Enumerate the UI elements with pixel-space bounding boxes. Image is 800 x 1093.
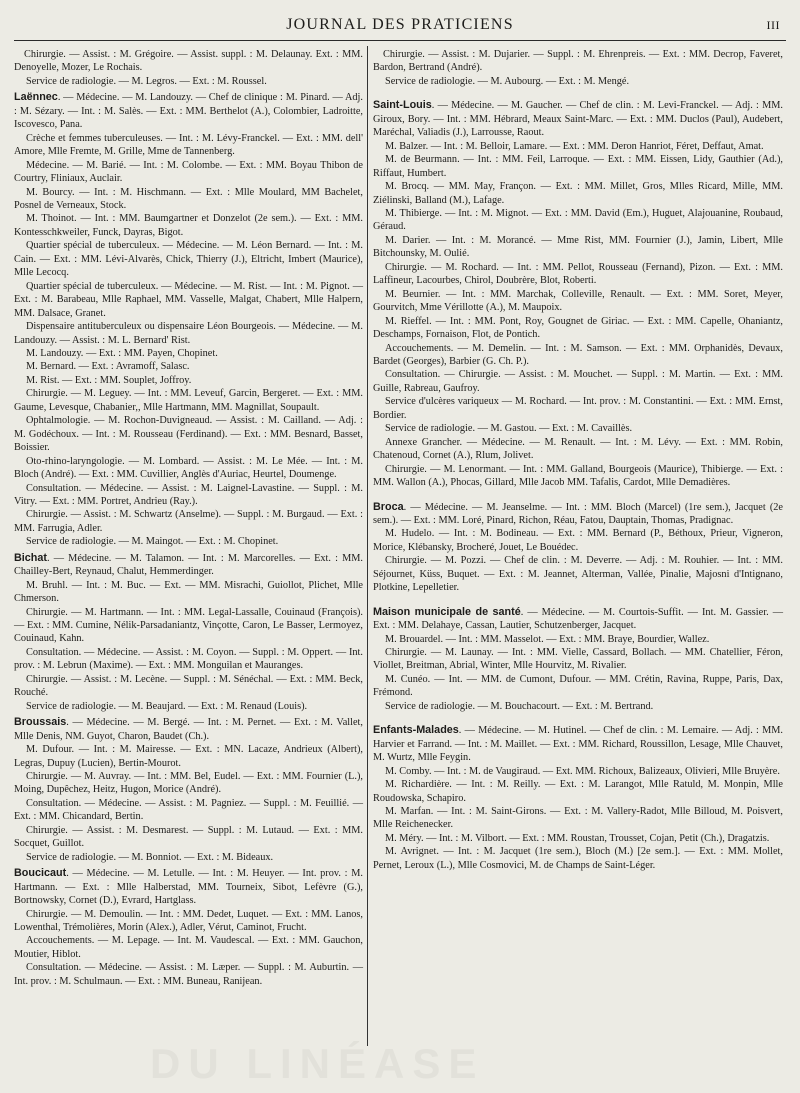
service-entry <box>14 414 363 454</box>
entry-text: Chirurgie. — Assist. : M. Desmarest. — Suppl. : M. Lutaud. — Ext. : MM. Socquet, Guillot. <box>14 824 363 850</box>
service-entry <box>373 633 783 646</box>
entry-text: M. Bruhl. — Int. : M. Buc. — Ext. — MM. Misrachi, Guiollot, Plichet, Mlle Chmerson. <box>14 579 363 605</box>
service-entry <box>373 315 783 342</box>
service-entry <box>373 700 783 713</box>
entry-text: Service de radiologie. — M. Maingot. — Ext. : M. Chopinet. <box>26 536 279 548</box>
entry-text: Chirurgie. — M. Rochard. — Int. : MM. Pellot, Rousseau (Fernand), Pizon. — Ext. : MM. Laffineur, Lacourbes, Chirol, Doubrère, Blot, Roberti. <box>373 261 783 287</box>
service-entry <box>14 535 363 548</box>
service-entry <box>14 482 363 509</box>
entry-text: Consultation. — Médecine. — Assist. : M. Laignel-Lavastine. — Suppl. : M. Vitry. — Ext. : MM. Portret, Andrieu (Ray.). <box>14 482 363 507</box>
service-entry <box>14 646 363 673</box>
hospital-entry <box>373 606 783 633</box>
entry-text: M. Darier. — Int. : M. Morancé. — Mme Rist, MM. Fournier (J.), Jamin, Libert, Mlle Bitchounsky, M. Oulié. <box>373 234 783 260</box>
entry-text: . — Médecine. — M. Talamon. — Int. : M. Marcorelles. — Ext. : MM. Chailley-Bert, Reynaud, Chalut, Hemmerdinger. <box>14 552 363 578</box>
service-entry <box>373 342 783 369</box>
service-entry <box>373 832 783 845</box>
hospital-name: Boucicaut <box>14 867 67 880</box>
page-header <box>0 10 800 36</box>
entry-text: Chirurgie. — Assist. : M. Grégoire. — Assist. suppl. : M. Delaunay. Ext. : MM. Denoyelle, Mozer, Le Rochais. <box>14 49 363 74</box>
entry-text: M. Rieffel. — Int. : MM. Pont, Roy, Gougnet de Giriac. — Ext. : MM. Capelle, Ohaniantz, Deschamps, Fornaison, Flot, de Pontich. <box>373 315 783 341</box>
entry-text: . — Médecine. — M. Jeanselme. — Int. : MM. Bloch (Marcel) (1re sem.), Jacquet (2e sem.). — Ext. : MM. Loré, Pinard, Richon, Réau, Fatou, Dauptain, Thomas, Pradignac. <box>373 501 783 526</box>
entry-text: Chirurgie. — M. Lenormant. — Int. : MM. Galland, Bourgeois (Maurice), Thibierge. — Ext. : MM. Wallon (A.), Phocas, Gillard, Mlle Jacob MM. Tafalis, Cardot, Mlle Demadières. <box>373 463 783 489</box>
journal-title: JOURNAL DES PRATICIENS <box>286 16 514 33</box>
entry-text: Quartier spécial de tuberculeux. — Médecine. — M. Rist. — Int. : M. Pignot. — Ext. : M. Barabeau, Mlle Raphael, MM. Vasselle, Malgat, Chabert, Mlle Halpern, MM. Dalsace, Granet. <box>14 280 363 319</box>
right-column <box>373 48 783 872</box>
service-entry <box>373 778 783 805</box>
service-entry <box>14 360 363 373</box>
service-entry <box>14 770 363 797</box>
hospital-entry <box>14 552 363 579</box>
service-entry <box>373 805 783 832</box>
entry-text: Chirurgie. — M. Pozzi. — Chef de clin. : M. Deverre. — Adj. : M. Rouhier. — Int. : MM. Séjournet, Küss, Buquet. — Ext. : M. Jeannet, Alterman, Vallée, Pinalie, Majosni d'Intignano, Plotkine, Lepelletier. <box>373 555 783 594</box>
service-entry <box>14 673 363 700</box>
service-entry <box>14 961 363 988</box>
service-entry <box>14 743 363 770</box>
entry-text: Service d'ulcères variqueux — M. Rochard. — Int. prov. : M. Constantini. — Ext. : MM. Ernst, Bordier. <box>373 396 783 421</box>
entry-text: M. Balzer. — Int. : M. Belloir, Lamare. — Ext. : MM. Deron Hanriot, Féret, Deffaut, Amat. <box>385 140 764 152</box>
hospital-name: Enfants-Malades <box>373 724 459 737</box>
entry-text: M. Bernard. — Ext. : Avramoff, Salasc. <box>26 361 190 373</box>
entry-text: . — Médecine. — M. Hutinel. — Chef de clin. : M. Lemaire. — Adj. : MM. Harvier et Farrand. — Int. : M. Maillet. — Ext. : MM. Richard, Roussillon, Lesage, Mlle Chauvet, M. Wurtz, Mlle Feygin. <box>373 725 783 764</box>
service-entry <box>373 180 783 207</box>
entry-text: Service de radiologie. — M. Bouchacourt. — Ext. : M. Bertrand. <box>385 700 654 712</box>
entry-text: Service de radiologie. — M. Bonniot. — Ext. : M. Bideaux. <box>26 851 274 863</box>
service-entry <box>373 646 783 673</box>
entry-text: M. Brocq. — MM. May, Françon. — Ext. : MM. Millet, Gros, Mlles Ricard, Mille, MM. Ziélinski, Balland (M.), Lafage. <box>373 181 783 206</box>
entry-text: M. Marfan. — Int. : M. Saint-Girons. — Ext. : M. Vallery-Radot, Mlle Billoud, M. Poisvert, Mlle Reichenecker. <box>373 806 783 831</box>
entry-text: Chirurgie. — M. Hartmann. — Int. : MM. Legal-Lassalle, Couinaud (François). — Ext. : MM. Cumine, Nélik-Parsadaniantz, Vinçotte, Caron, Le Basser, Lermoyez, Couinaud, Kahn. <box>14 606 363 645</box>
service-entry <box>373 765 783 778</box>
service-entry <box>14 824 363 851</box>
service-entry <box>373 207 783 234</box>
hospital-name: Broca <box>373 500 404 513</box>
entry-text: Quartier spécial de tuberculeux. — Médecine. — M. Léon Bernard. — Int. : M. Cain. — Ext. : MM. Lévi-Alvarès, Chick, Thierry (J.), Eltricht, Imbert (Maurice), Mlle Lecocq. <box>14 240 363 279</box>
entry-text: Service de radiologie. — M. Legros. — Ext. : M. Roussel. <box>26 75 267 87</box>
entry-text: M. Comby. — Int. : M. de Vaugiraud. — Ext. MM. Richoux, Balizeaux, Olivieri, Mlle Bruyère. <box>385 765 780 777</box>
entry-text: Chirurgie. — M. Leguey. — Int. : MM. Leveuf, Garcin, Bergeret. — Ext. : MM. Gaume, Levesque, Chabanier,, Mlle Hartmann, MM. Magnillat, Soupault. <box>14 388 363 413</box>
entry-text: Chirurgie. — Assist. : M. Lecène. — Suppl. : M. Sénéchal. — Ext. : MM. Beck, Rouché. <box>14 673 363 699</box>
entry-text: M. de Beurmann. — Int. : MM. Feil, Larroque. — Ext. : MM. Eissen, Lidy, Gauthier (Ad.), Riffaut, Humbert. <box>373 154 783 179</box>
entry-text: Médecine. — M. Barié. — Int. : M. Colombe. — Ext. : MM. Boyau Thibon de Courtry, Fliniaux, Auclair. <box>14 159 363 185</box>
hospital-name: Bichat <box>14 551 47 564</box>
service-entry <box>14 280 363 320</box>
entry-text: M. Bourcy. — Int. : M. Hischmann. — Ext. : Mlle Moulard, MM Bachelet, Posnel de Verneaux, Stock. <box>14 186 363 211</box>
service-entry <box>14 347 363 360</box>
watermark-text: DU LINÉASE <box>150 1040 485 1087</box>
hospital-name: Maison municipale de santé <box>373 605 521 618</box>
service-entry <box>373 288 783 315</box>
entry-text: . — Médecine. — M. Landouzy. — Chef de clinique : M. Pinard. — Adj. : M. Sézary. — Int. : M. Salès. — Ext. : MM. Berthelot (A.), Colombier, Ladroitte, Iscovesco, Pana. <box>14 92 363 131</box>
service-entry <box>373 422 783 435</box>
entry-text: M. Hudelo. — Int. : M. Bodineau. — Ext. : MM. Bernard (P., Béthoux, Prieur, Vigneron, Morice, Klébansky, Brocheré, Jouet, Le Bouédec. <box>373 528 783 553</box>
header-rule <box>14 40 786 41</box>
service-entry <box>14 374 363 387</box>
entry-text: Consultation. — Médecine. — Assist. : M. Læper. — Suppl. : M. Auburtin. — Int. prov. : M. Schulmaun. — Ext. : MM. Buneau, Ranijean. <box>14 962 363 987</box>
entry-text: Chirurgie. — Assist. : M. Schwartz (Anselme). — Suppl. : M. Burgaud. — Ext. : MM. Farrugia, Adler. <box>14 509 363 534</box>
entry-text: M. Rist. — Ext. : MM. Souplet, Joffroy. <box>26 374 192 386</box>
entry-text: M. Avrignet. — Int. : M. Jacquet (1re sem.), Bloch (M.) [2e sem.]. — Ext. : MM. Mollet, Pernet, Leroux (L.), Mlle Cosmovici, M. de Champs de Saint-Léger. <box>373 846 783 871</box>
service-entry <box>14 239 363 279</box>
hospital-name: Saint-Louis <box>373 99 432 112</box>
entry-text: Chirurgie. — M. Launay. — Int. : MM. Vielle, Cassard, Bollach. — MM. Chatellier, Féron, Viollet, Breitman, Abrial, Winter, Mlle Hourvitz, M. Rivalier. <box>373 647 783 672</box>
service-entry <box>373 48 783 75</box>
entry-text: Chirurgie. — Assist. : M. Dujarier. — Suppl. : M. Ehrenpreis. — Ext. : MM. Decrop, Faveret, Bardon, Bertrand (André). <box>373 49 783 74</box>
entry-text: . — Médecine. — M. Courtois-Suffit. — Int. M. Gassier. — Ext. : MM. Delahaye, Cassan, Lautier, Schutzenberger, Jacquet. <box>373 606 783 632</box>
service-entry <box>14 579 363 606</box>
service-entry <box>373 527 783 554</box>
entry-text: M. Landouzy. — Ext. : MM. Payen, Chopinet. <box>26 347 218 359</box>
service-entry <box>14 851 363 864</box>
service-entry <box>14 387 363 414</box>
service-entry <box>373 554 783 594</box>
entry-text: Consultation. — Médecine. — Assist. : M. Coyon. — Suppl. : M. Oppert. — Int. prov. : M. Lebrun (Maxime). — Ext. : MM. Monguilan et Mauranges. <box>14 646 363 672</box>
service-entry <box>373 673 783 700</box>
service-entry <box>14 700 363 713</box>
entry-text: M. Dufour. — Int. : M. Mairesse. — Ext. : MN. Lacaze, Andrieux (Albert), Legras, Dupuy (Lucien), Bertin-Mourot. <box>14 744 363 769</box>
entry-text: Ophtalmologie. — M. Rochon-Duvigneaud. — Assist. : M. Cailland. — Adj. : M. Godéchoux. — Int. : M. Rousseau (Ferdinand). — Ext. : MM. Besnard, Basset, Boissier. <box>14 415 363 454</box>
service-entry <box>373 140 783 153</box>
service-entry <box>14 606 363 646</box>
left-column <box>14 48 363 988</box>
service-entry <box>14 159 363 186</box>
service-entry <box>373 368 783 395</box>
service-entry <box>373 261 783 288</box>
service-entry <box>14 212 363 239</box>
service-entry <box>373 153 783 180</box>
entry-text: M. Cunéo. — Int. — MM. de Cumont, Dufour. — MM. Crétin, Ravina, Ruppe, Paris, Dax, Frémond. <box>373 673 783 699</box>
entry-text: Dispensaire antituberculeux ou dispensaire Léon Bourgeois. — Médecine. — M. Landouzy. — Assist. : M. L. Bernard' Rist. <box>14 321 363 346</box>
hospital-entry <box>14 867 363 907</box>
service-entry <box>373 436 783 463</box>
entry-text: M. Beurnier. — Int. : MM. Marchak, Colleville, Renault. — Ext. : MM. Soret, Meyer, Gourvitch, Mme Vérillotte (A.), M. Maupoix. <box>373 288 783 314</box>
hospital-entry <box>373 501 783 528</box>
service-entry <box>14 934 363 961</box>
entry-text: Consultation. — Chirurgie. — Assist. : M. Mouchet. — Suppl. : M. Martin. — Ext. : MM. Guille, Rabreau, Gaufroy. <box>373 369 783 394</box>
service-entry <box>373 234 783 261</box>
entry-text: Service de radiologie. — M. Gastou. — Ext. : M. Cavaillès. <box>385 423 633 435</box>
service-entry <box>373 395 783 422</box>
service-entry <box>14 320 363 347</box>
entry-text: Annexe Grancher. — Médecine. — M. Renault. — Int. : M. Lévy. — Ext. : MM. Robin, Chatenoud, Cornet (A.), Rlum, Jolivet. <box>373 436 783 462</box>
entry-text: . — Médecine. — M. Letulle. — Int. : M. Heuyer. — Int. prov. : M. Hartmann. — Ext. : Mlle Halberstad, MM. Tourneix, Sibot, Lefèvre (G.), Bortnowsky, Cornet (D.), Evrard, Hartglass. <box>14 868 363 907</box>
column-divider <box>367 46 368 1046</box>
entry-text: M. Brouardel. — Int. : MM. Masselot. — Ext. : MM. Braye, Bourdier, Wallez. <box>385 633 710 645</box>
entry-text: M. Richardière. — Int. : M. Reilly. — Ext. : M. Larangot, Mlle Ratuld, M. Monpin, Mlle Roudowska, Schapiro. <box>373 779 783 804</box>
entry-text: Service de radiologie. — M. Aubourg. — Ext. : M. Mengé. <box>385 75 630 87</box>
entry-text: M. Thoinot. — Int. : MM. Baumgartner et Donzelot (2e sem.). — Ext. : MM. Kontesschkweiler, Funck, Dayras, Bigot. <box>14 213 363 238</box>
service-entry <box>373 75 783 88</box>
entry-text: M. Thibierge. — Int. : M. Mignot. — Ext. : MM. David (Em.), Huguet, Alajouanine, Roubaud, Géraud. <box>373 207 783 233</box>
service-entry <box>14 186 363 213</box>
page-number: III <box>766 18 780 32</box>
entry-text: Accouchements. — M. Demelin. — Int. : M. Samson. — Ext. : MM. Orphanidès, Devaux, Bardet (Georges), Barbier (G. Ch. P.). <box>373 342 783 367</box>
service-entry <box>373 463 783 490</box>
entry-text: Chirurgie. — M. Demoulin. — Int. : MM. Dedet, Luquet. — Ext. : MM. Lanos, Lowenthal, Trémolières, Morin (Alex.), Adler, Vérut, Caminot, Frucht. <box>14 908 363 933</box>
hospital-entry <box>14 91 363 131</box>
entry-text: Service de radiologie. — M. Beaujard. — Ext. : M. Renaud (Louis). <box>26 700 308 712</box>
service-entry <box>14 75 363 88</box>
hospital-entry <box>373 724 783 764</box>
entry-text: Chirurgie. — M. Auvray. — Int. : MM. Bel, Eudel. — Ext. : MM. Fournier (L.), Moing, Dupêchez, Heitz, Hugon, Morice (André). <box>14 771 363 796</box>
entry-text: . — Médecine. — M. Bergé. — Int. : M. Pernet. — Ext. : M. Vallet, Mlle Denis, NM. Guyot, Charon, Baudet (Ch.). <box>14 717 363 742</box>
service-entry <box>14 48 363 75</box>
hospital-name: Laënnec <box>14 91 58 104</box>
hospital-name: Broussais <box>14 716 67 729</box>
service-entry <box>373 845 783 872</box>
service-entry <box>14 508 363 535</box>
hospital-entry <box>14 716 363 743</box>
service-entry <box>14 455 363 482</box>
service-entry <box>14 908 363 935</box>
entry-text: Accouchements. — M. Lepage. — Int. M. Vaudescal. — Ext. : MM. Gauchon, Moutier, Hiblot. <box>14 935 363 960</box>
entry-text: Oto-rhino-laryngologie. — M. Lombard. — Assist. : M. Le Mée. — Int. : M. Bloch (André). — Ext. : MM. Cuvillier, Anglès d'Auriac, Heurtel, Doumenge. <box>14 455 363 481</box>
hospital-entry <box>373 99 783 139</box>
service-entry <box>14 132 363 159</box>
entry-text: Crèche et femmes tuberculeuses. — Int. : M. Lévy-Franckel. — Ext. : MM. dell' Amore, Mlle Fremte, M. Grille, Mme de Tannenberg. <box>14 132 363 158</box>
entry-text: Consultation. — Médecine. — Assist. : M. Pagniez. — Suppl. : M. Feuillié. — Ext. : MM. Chicandard, Bertin. <box>14 797 363 823</box>
entry-text: . — Médecine. — M. Gaucher. — Chef de clin. : M. Levi-Franckel. — Adj. : MM. Giroux, Bory. — Int. : MM. Hébrard, Meaux Saint-Marc. — Ext. : MM. Duclos (Paul), Audebert, Maréchal, Valiadis (J.), Larrousse, Raout. <box>373 100 783 139</box>
entry-text: M. Méry. — Int. : M. Vilbort. — Ext. : MM. Roustan, Trousset, Cojan, Petit (Ch.), Dragatzis. <box>385 832 770 844</box>
service-entry <box>14 797 363 824</box>
